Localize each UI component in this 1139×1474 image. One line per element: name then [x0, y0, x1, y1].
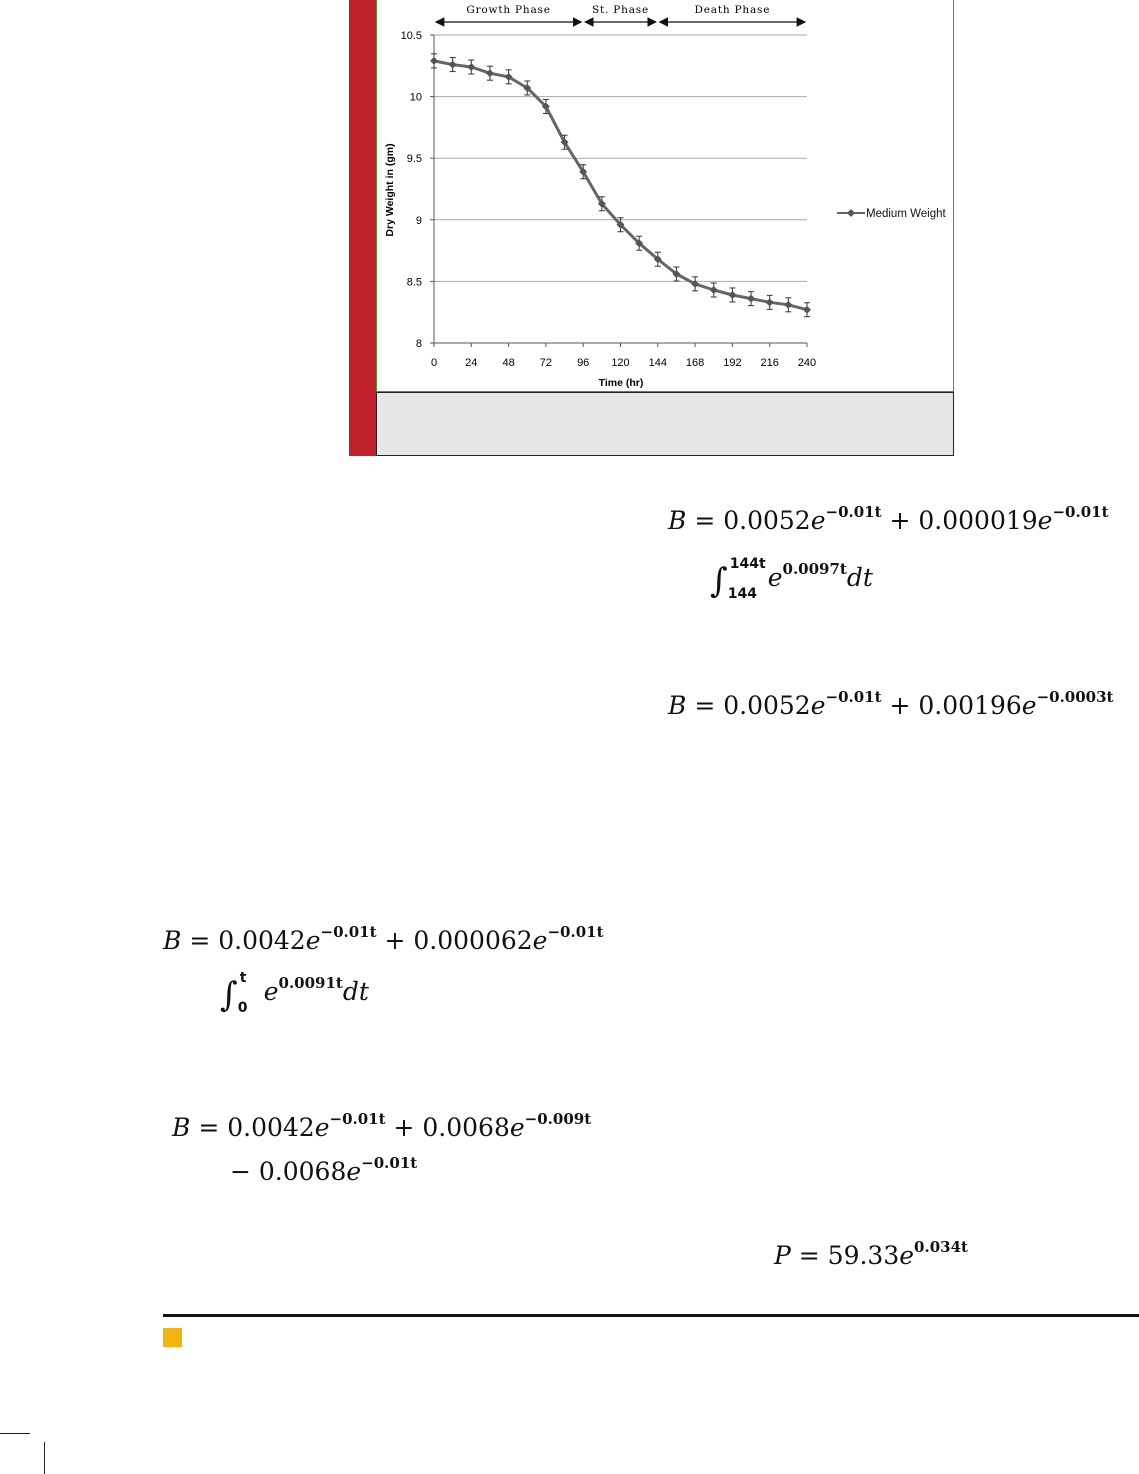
eq4-coef-2: 0.0068	[422, 1113, 510, 1142]
equation-1: $B = 0.0052e^{-0.01t} + 0.000019e^{-0.01t}$	[668, 503, 1109, 535]
eq1-coef-2: 0.000019	[918, 506, 1038, 535]
eq3-int-d: dt	[342, 977, 369, 1006]
data-point	[467, 63, 475, 71]
equation-4: $B = 0.0042e^{-0.01t} + 0.0068e^{-0.009t}$	[172, 1110, 592, 1142]
eq4-lhs: B	[172, 1113, 191, 1142]
y-tick-label: 9.5	[406, 153, 422, 166]
y-axis-label: Dry Weight in (gm)	[384, 143, 396, 237]
eq3-coef-1: 0.0042	[218, 926, 306, 955]
legend-marker	[847, 209, 855, 217]
y-tick-label: 10	[409, 91, 422, 104]
eq4-exp-3: −0.01t	[361, 1154, 418, 1172]
legend-label: Medium Weight	[866, 208, 946, 220]
crop-mark-vertical	[44, 1442, 45, 1474]
eq3-exp-1: −0.01t	[320, 923, 377, 941]
eq3-int-upper: t	[239, 970, 247, 986]
data-point	[486, 69, 494, 77]
y-tick-label: 10.5	[400, 30, 422, 42]
eq2-coef-1: 0.0052	[723, 691, 811, 720]
data-point	[710, 286, 718, 294]
y-tick-label: 8.5	[406, 276, 422, 289]
data-point	[728, 291, 736, 299]
x-tick-label: 192	[723, 357, 742, 369]
equation-5: $P = 59.33e^{0.034t}$	[774, 1238, 968, 1270]
eq2-coef-2: 0.00196	[918, 691, 1022, 720]
x-tick-label: 240	[797, 357, 817, 369]
dry-weight-chart	[349, 0, 955, 456]
eq4-exp-2: −0.009t	[524, 1110, 592, 1128]
eq4-exp-1: −0.01t	[329, 1110, 386, 1128]
eq1-int-lower: 144	[727, 586, 757, 602]
equation-3-integral: ∫ t 0 $e^{0.0091t}dt$	[220, 970, 369, 1016]
eq4-coef-3: − 0.0068	[230, 1157, 347, 1186]
equation-1-integral: ∫ 144t 144 $e^{0.0097t}dt$	[710, 556, 873, 602]
data-point	[747, 295, 755, 303]
series-line	[434, 61, 807, 310]
crop-mark-horizontal	[0, 1433, 30, 1434]
x-axis-label: Time (hr)	[598, 377, 644, 389]
x-tick-label: 24	[465, 357, 478, 369]
eq1-exp-2: −0.01t	[1052, 503, 1109, 521]
eq3-exp-2: −0.01t	[547, 923, 604, 941]
eq2-exp-1: −0.01t	[825, 688, 882, 706]
x-tick-label: 216	[760, 357, 779, 369]
data-point	[449, 61, 457, 69]
phase-label: Death Phase	[694, 4, 771, 16]
equation-4-line-2: − $0.0068e^{-0.01t}$	[230, 1154, 418, 1186]
y-tick-label: 9	[415, 214, 422, 227]
equation-3: $B = 0.0042e^{-0.01t} + 0.000062e^{-0.01t}$	[163, 923, 604, 955]
eq1-int-exp: 0.0097t	[782, 560, 847, 578]
data-point	[784, 301, 792, 309]
eq1-coef-1: 0.0052	[723, 506, 811, 535]
eq5-lhs: P	[774, 1241, 791, 1270]
eq3-lhs: B	[163, 926, 182, 955]
data-point	[766, 298, 774, 306]
x-tick-label: 0	[430, 357, 438, 369]
x-tick-label: 48	[502, 357, 515, 369]
data-point	[430, 57, 438, 65]
eq1-int-upper: 144t	[729, 556, 766, 572]
eq3-coef-2: 0.000062	[413, 926, 533, 955]
x-tick-label: 96	[577, 357, 590, 369]
eq2-lhs: B	[668, 691, 687, 720]
x-tick-label: 120	[611, 357, 630, 369]
phase-label: Growth Phase	[466, 4, 551, 16]
section-rule	[163, 1314, 1139, 1317]
yellow-square-icon	[163, 1328, 182, 1347]
eq2-exp-2: −0.0003t	[1036, 688, 1114, 706]
x-tick-label: 72	[539, 357, 553, 369]
eq5-coef-1: 59.33	[827, 1241, 900, 1270]
y-tick-label: 8	[415, 338, 422, 350]
x-tick-label: 168	[685, 357, 705, 369]
eq3-int-exp: 0.0091t	[278, 974, 343, 992]
equation-2: $B = 0.0052e^{-0.01t} + 0.00196e^{-0.0003t}$	[668, 688, 1114, 720]
eq5-exp-1: 0.034t	[914, 1238, 968, 1256]
eq4-coef-1: 0.0042	[227, 1113, 315, 1142]
phase-label: St. Phase	[592, 4, 649, 16]
x-tick-label: 144	[648, 357, 667, 369]
eq1-lhs: B	[668, 506, 687, 535]
eq1-exp-1: −0.01t	[825, 503, 882, 521]
data-point	[803, 306, 811, 314]
eq3-int-lower: 0	[237, 1000, 248, 1016]
eq1-int-d: dt	[846, 563, 873, 592]
